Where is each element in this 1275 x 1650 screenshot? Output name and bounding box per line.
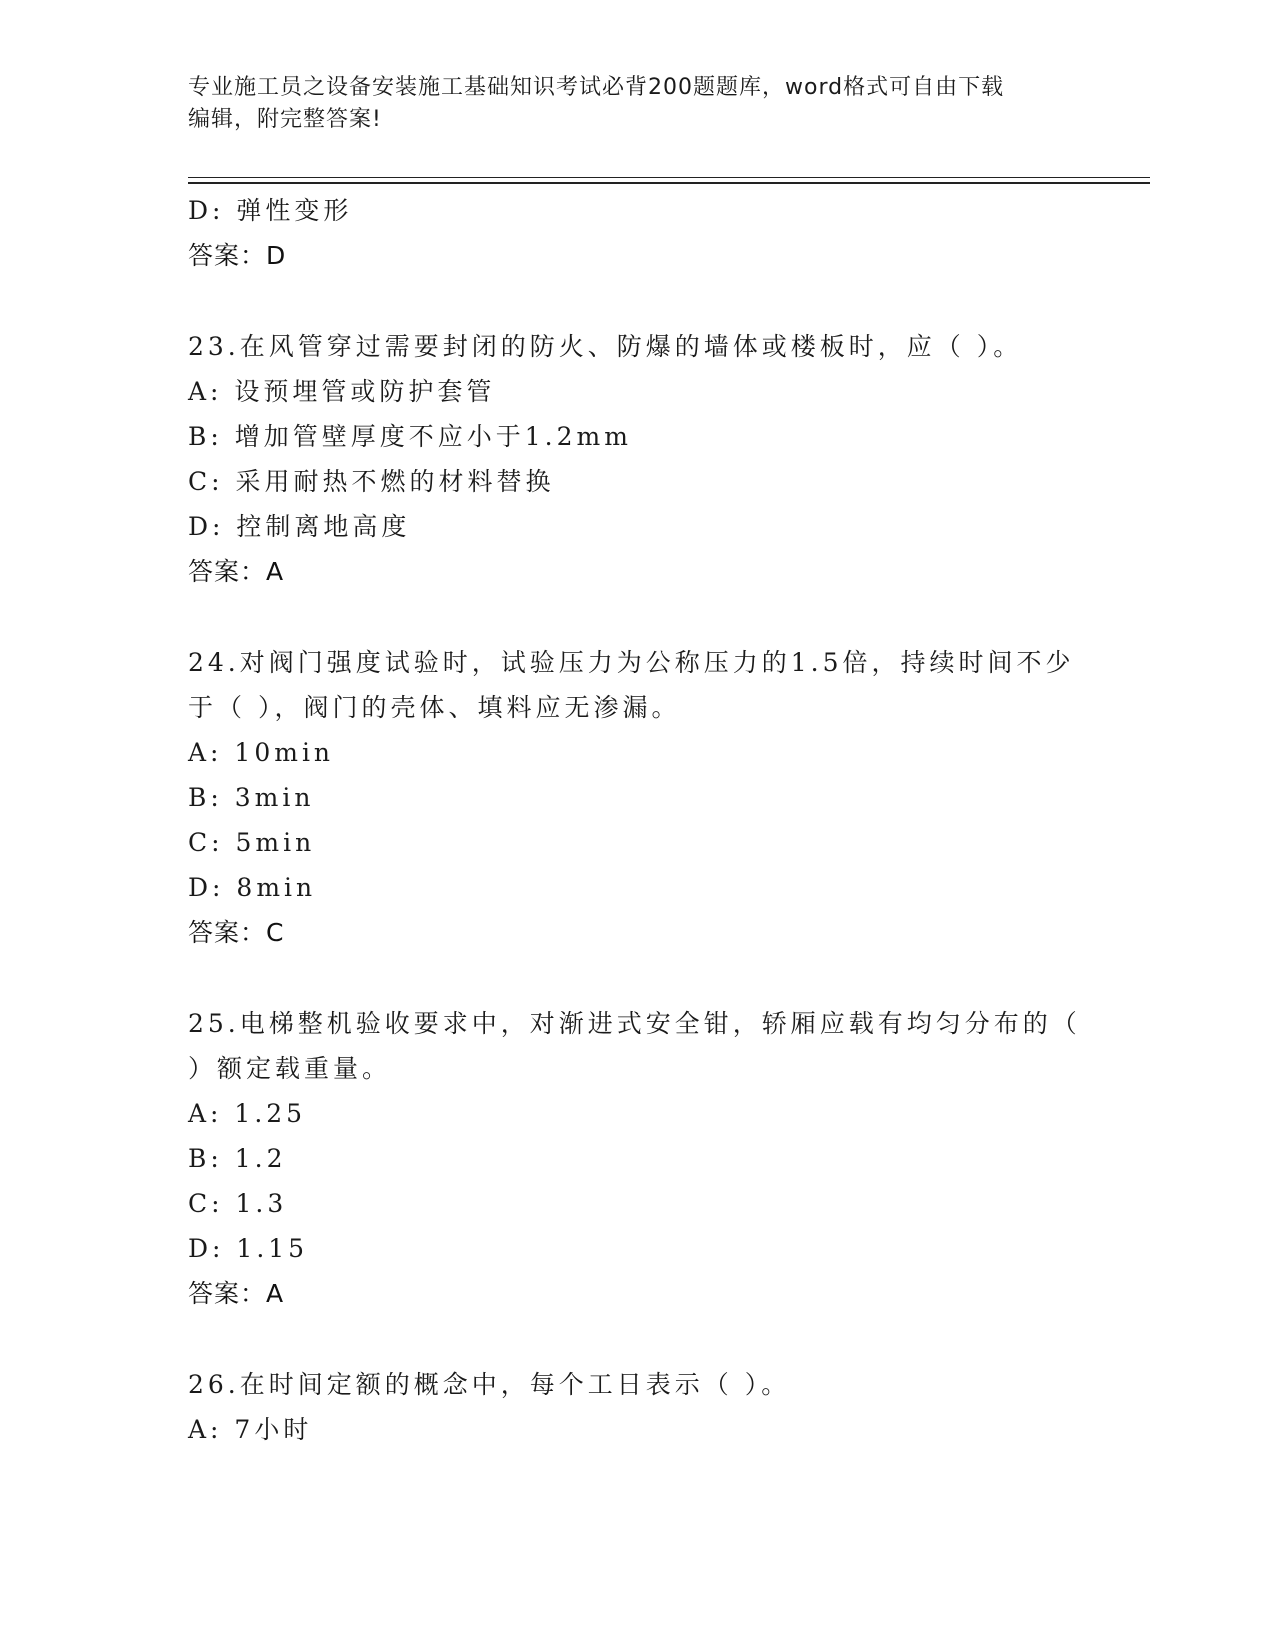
question-23 <box>188 324 1088 594</box>
answer-line: 答案：A <box>188 1279 285 1308</box>
header-line-1: 专业施工员之设备安装施工基础知识考试必背200题题库，word格式可自由下载 <box>188 75 1005 100</box>
spacer <box>188 594 1088 640</box>
option-d: D: 弹性变形 <box>188 196 353 225</box>
spacer <box>188 1316 1088 1362</box>
option-b: B: 1.2 <box>188 1144 287 1173</box>
header-divider-thick <box>188 182 1150 184</box>
question-text-line-2: 于（ ），阀门的壳体、填料应无渗漏。 <box>188 693 681 722</box>
option-a: A: 1.25 <box>188 1099 307 1128</box>
option-c: C: 1.3 <box>188 1189 288 1218</box>
option-d: D: 1.15 <box>188 1234 309 1263</box>
header-divider-thin <box>188 177 1150 178</box>
spacer <box>188 955 1088 1001</box>
option-b: B: 3min <box>188 783 315 812</box>
question-text-line-1: 25.电梯整机验收要求中，对渐进式安全钳，轿厢应载有均匀分布的（ <box>188 1009 1081 1038</box>
option-a: A: 10min <box>188 738 335 767</box>
question-24 <box>188 640 1088 955</box>
option-b: B: 增加管壁厚度不应小于1.2mm <box>188 422 632 451</box>
question-text-line-2: ）额定载重量。 <box>188 1054 392 1083</box>
question-list <box>188 188 1088 1452</box>
option-a: A: 设预埋管或防护套管 <box>188 377 496 406</box>
option-a: A: 7小时 <box>188 1415 313 1444</box>
option-d: D: 控制离地高度 <box>188 512 411 541</box>
option-c: C: 5min <box>188 828 316 857</box>
question-text: 23.在风管穿过需要封闭的防火、防爆的墙体或楼板时，应（ ）。 <box>188 332 1023 361</box>
question-26 <box>188 1362 1088 1452</box>
document-header <box>188 72 1088 136</box>
question-22 <box>188 188 1088 278</box>
answer-line: 答案：D <box>188 241 287 270</box>
answer-line: 答案：A <box>188 557 285 586</box>
question-text: 26.在时间定额的概念中，每个工日表示（ ）。 <box>188 1370 791 1399</box>
answer-line: 答案：C <box>188 918 285 947</box>
question-25 <box>188 1001 1088 1316</box>
question-text-line-1: 24.对阀门强度试验时，试验压力为公称压力的1.5倍，持续时间不少 <box>188 648 1075 677</box>
option-d: D: 8min <box>188 873 317 902</box>
option-c: C: 采用耐热不燃的材料替换 <box>188 467 555 496</box>
spacer <box>188 278 1088 324</box>
header-line-2: 编辑，附完整答案! <box>188 107 382 132</box>
